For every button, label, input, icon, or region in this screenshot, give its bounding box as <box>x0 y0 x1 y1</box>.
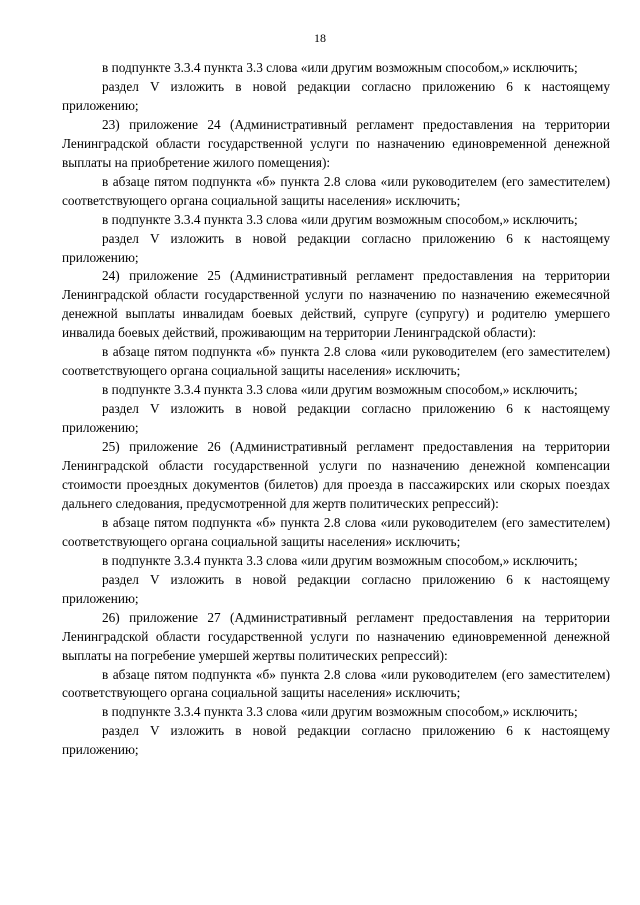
document-body <box>62 59 610 760</box>
paragraph: в абзаце пятом подпункта «б» пункта 2.8 слова «или руководителем (его заместителем) соответствующего органа социальной защиты населения» исключить; <box>62 514 610 549</box>
paragraph: в абзаце пятом подпункта «б» пункта 2.8 слова «или руководителем (его заместителем) соответствующего органа социальной защиты населения» исключить; <box>62 344 610 379</box>
paragraph: 24) приложение 25 (Административный регламент предоставления на территории Ленинградской области государственной услуги по назначению по назначению ежемесячной денежной выплаты инвалидам боевых действий, супруге (супругу) и родителю умершего инвалида боевых действий, проживающим на территории Ленинградской области): <box>62 268 610 341</box>
paragraph: 23) приложение 24 (Административный регламент предоставления на территории Ленинградской области государственной услуги по назначению единовременной денежной выплаты на приобретение жилого помещения): <box>62 116 610 170</box>
paragraph: в подпункте 3.3.4 пункта 3.3 слова «или другим возможным способом,» исключить; <box>102 382 578 398</box>
paragraph: в абзаце пятом подпункта «б» пункта 2.8 слова «или руководителем (его заместителем) соответствующего органа социальной защиты населения» исключить; <box>62 666 610 701</box>
paragraph: в абзаце пятом подпункта «б» пункта 2.8 слова «или руководителем (его заместителем) соответствующего органа социальной защиты населения» исключить; <box>62 173 610 208</box>
page-number: 18 <box>314 31 326 45</box>
paragraph: раздел V изложить в новой редакции согласно приложению 6 к настоящему приложению; <box>62 230 610 265</box>
paragraph: раздел V изложить в новой редакции согласно приложению 6 к настоящему приложению; <box>62 401 610 436</box>
paragraph: раздел V изложить в новой редакции согласно приложению 6 к настоящему приложению; <box>62 78 610 113</box>
paragraph: в подпункте 3.3.4 пункта 3.3 слова «или другим возможным способом,» исключить; <box>102 704 578 720</box>
paragraph: раздел V изложить в новой редакции согласно приложению 6 к настоящему приложению; <box>62 723 610 758</box>
paragraph: в подпункте 3.3.4 пункта 3.3 слова «или другим возможным способом,» исключить; <box>102 60 578 75</box>
paragraph: в подпункте 3.3.4 пункта 3.3 слова «или другим возможным способом,» исключить; <box>102 211 578 227</box>
paragraph: 25) приложение 26 (Административный регламент предоставления на территории Ленинградской области государственной услуги по назначению денежной компенсации стоимости проездных документов (билетов) для проезда в пассажирских или скорых поездах дальнего следования, предусмотренной для жертв политических репрессий): <box>62 439 610 511</box>
paragraph: в подпункте 3.3.4 пункта 3.3 слова «или другим возможным способом,» исключить; <box>102 552 578 568</box>
paragraph: раздел V изложить в новой редакции согласно приложению 6 к настоящему приложению; <box>62 571 610 606</box>
paragraph: 26) приложение 27 (Административный регламент предоставления на территории Ленинградской области государственной услуги по назначению единовременной денежной выплаты на погребение умершей жертвы политических репрессий): <box>62 609 610 663</box>
